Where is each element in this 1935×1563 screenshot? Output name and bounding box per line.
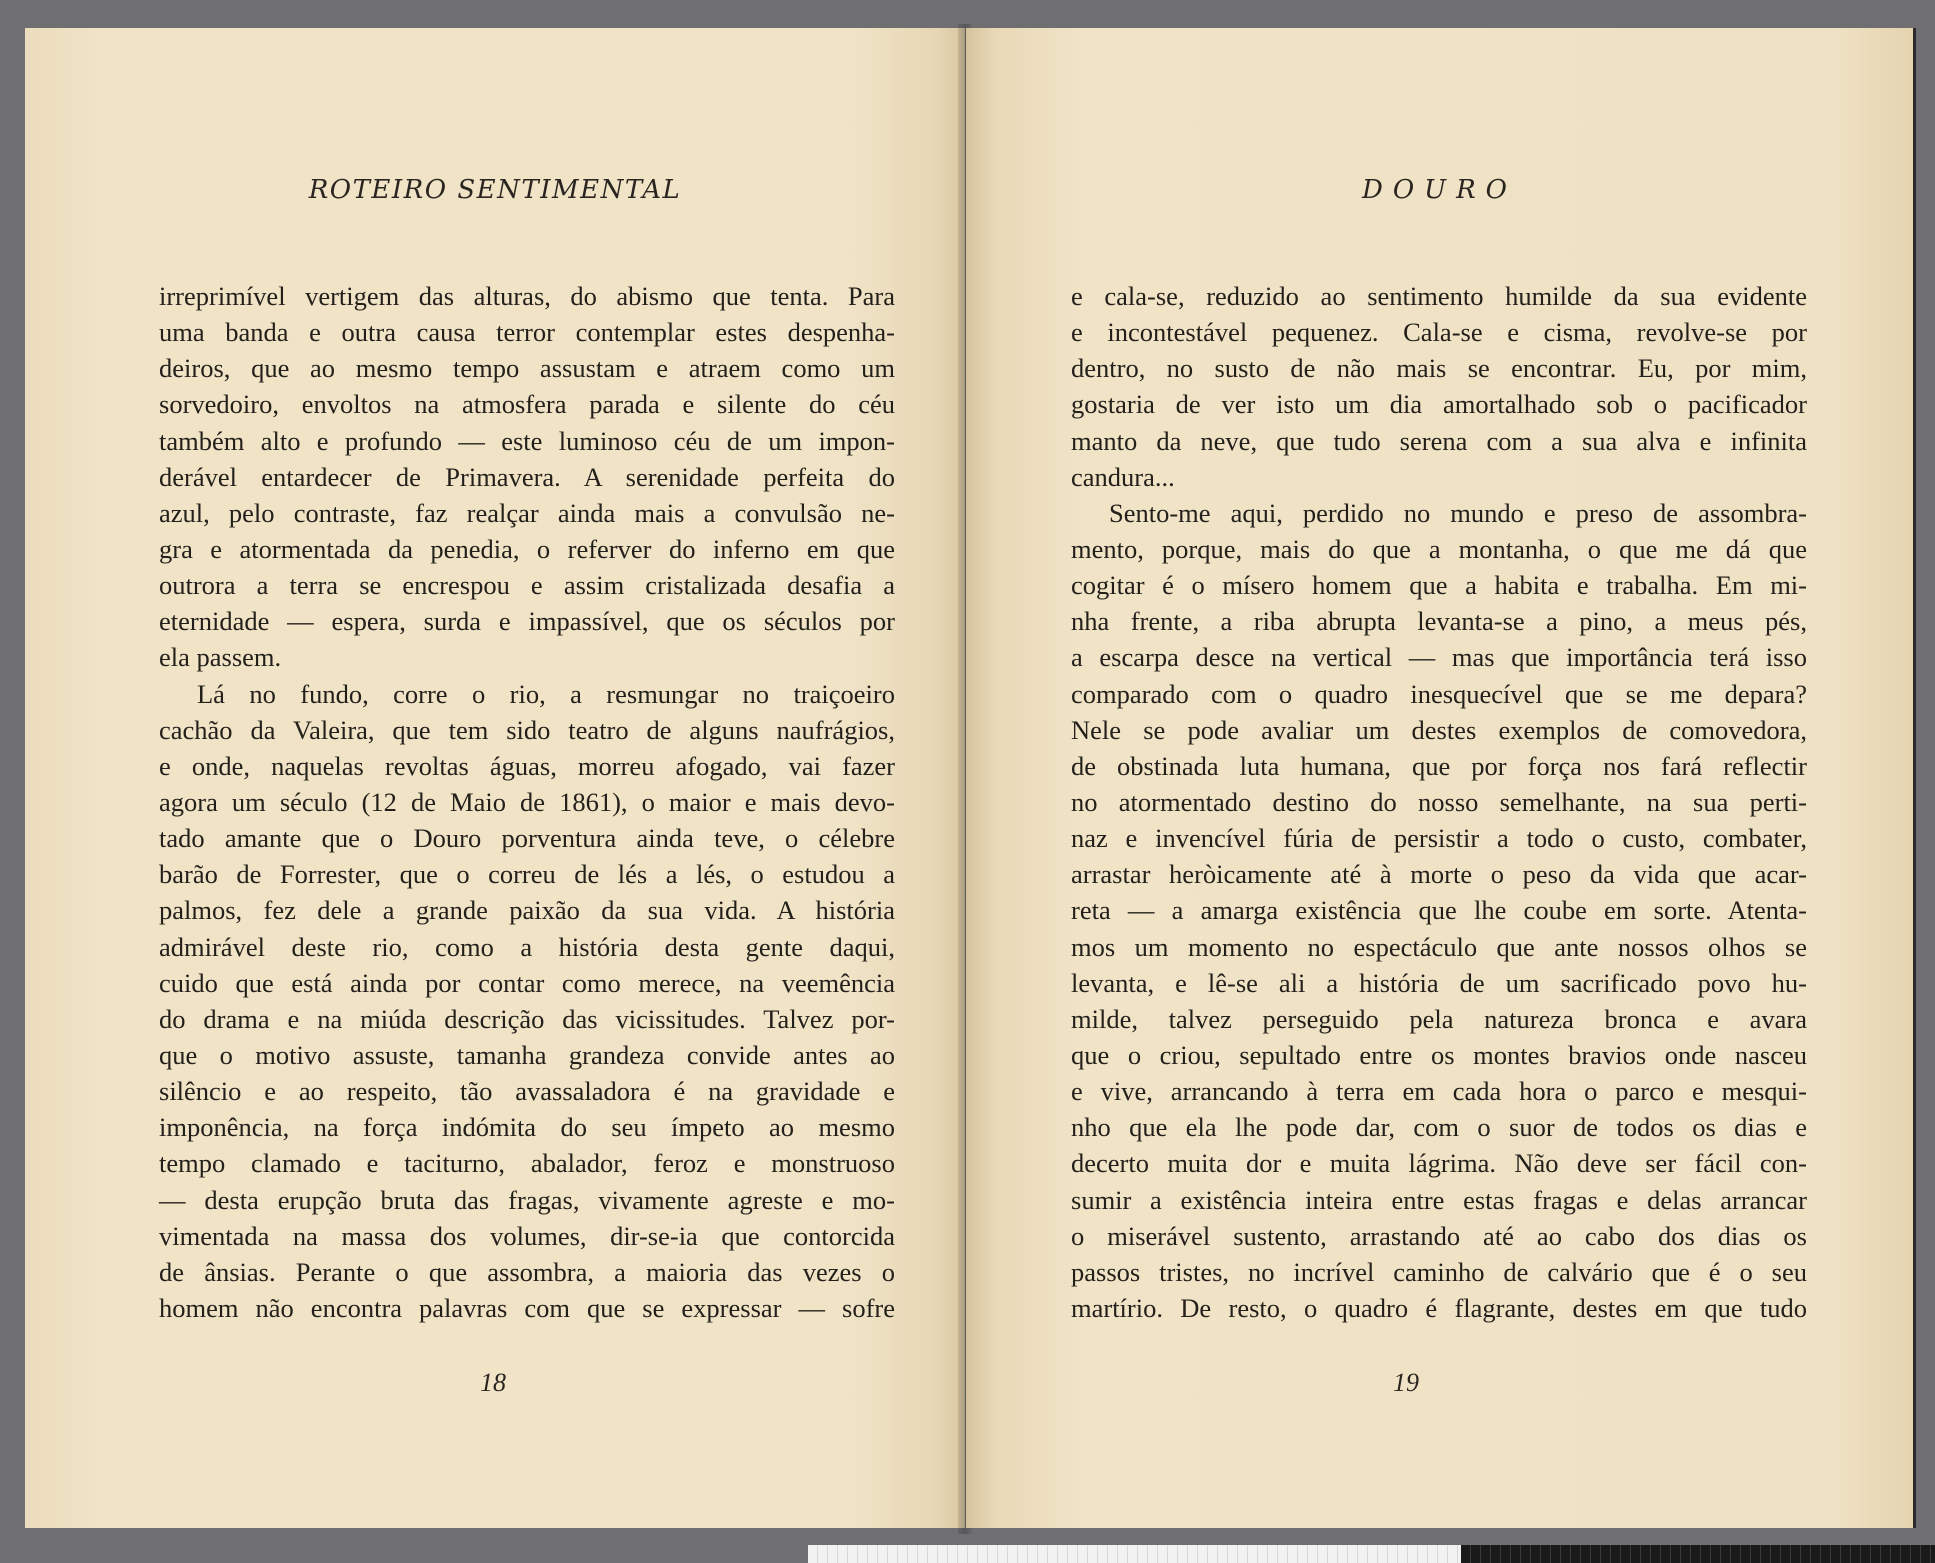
text-line: mos um momento no espectáculo que ante nossos olhos se: [1071, 931, 1807, 962]
text-line: sorvedoiro, envoltos na atmosfera parada e silente do céu: [159, 389, 895, 420]
text-line: ela passem.: [159, 642, 282, 673]
text-line: derável entardecer de Primavera. A serenidade perfeita do: [159, 461, 895, 492]
text-line: de obstinada luta humana, que por força nos fará reflectir: [1071, 750, 1807, 781]
text-line: Lá no fundo, corre o rio, a resmungar no traiçoeiro: [197, 678, 895, 709]
text-line: homem não encontra palavras com que se expressar — sofre: [159, 1292, 895, 1323]
running-header-right: DOURO: [1362, 175, 1517, 205]
text-line: Nele se pode avaliar um destes exemplos de comovedora,: [1071, 714, 1807, 745]
text-line: e onde, naquelas revoltas águas, morreu afogado, vai fazer: [159, 750, 895, 781]
text-line: martírio. De resto, o quadro é flagrante, destes em que tudo: [1071, 1292, 1807, 1323]
text-line: milde, talvez perseguido pela natureza bronca e avara: [1071, 1003, 1807, 1034]
text-line: e cala-se, reduzido ao sentimento humilde da sua evidente: [1071, 281, 1807, 311]
text-line: agora um século (12 de Maio de 1861), o maior e mais devo-: [159, 786, 895, 817]
text-line: o miserável sustento, arrastando até ao cabo dos dias os: [1071, 1220, 1807, 1251]
text-line: mento, porque, mais do que a montanha, o que me dá que: [1071, 533, 1807, 564]
text-line: e vive, arrancando à terra em cada hora o parco e mesqui-: [1071, 1076, 1807, 1107]
text-line: — desta erupção bruta das fragas, vivamente agreste e mo-: [159, 1184, 895, 1215]
text-line: de ânsias. Perante o que assombra, a maioria das vezes o: [159, 1256, 895, 1287]
text-line: Sento-me aqui, perdido no mundo e preso de assombra-: [1109, 497, 1807, 528]
text-line: imponência, na força indómita do seu ímpeto ao mesmo: [159, 1112, 895, 1143]
text-line: irreprimível vertigem das alturas, do abismo que tenta. Para: [159, 281, 895, 311]
text-line: manto da neve, que tudo serena com a sua alva e infinita: [1071, 425, 1807, 456]
text-line: que o criou, sepultado entre os montes bravios onde nasceu: [1071, 1039, 1807, 1070]
text-line: dentro, no susto de não mais se encontrar. Eu, por mim,: [1071, 353, 1807, 384]
text-line: silêncio e ao respeito, tão avassaladora é na gravidade e: [159, 1076, 895, 1107]
text-line: gostaria de ver isto um dia amortalhado sob o pacificador: [1071, 389, 1807, 420]
text-line: cuido que está ainda por contar como merece, na veemência: [159, 967, 895, 998]
text-line: cachão da Valeira, que tem sido teatro de alguns naufrágios,: [159, 714, 895, 745]
scan-scale-bar-dark-segment: [1461, 1545, 1935, 1563]
text-line: do drama e na miúda descrição das vicissitudes. Talvez por-: [159, 1003, 895, 1034]
scan-scale-bar: [808, 1545, 1935, 1563]
text-line: uma banda e outra causa terror contemplar estes despenha-: [159, 317, 895, 348]
text-line: arrastar heròicamente até à morte o peso da vida que acar-: [1071, 859, 1807, 890]
text-line: naz e invencível fúria de persistir a todo o custo, combater,: [1071, 823, 1807, 854]
text-line: reta — a amarga existência que lhe coube em sorte. Atenta-: [1071, 895, 1807, 926]
text-line: outrora a terra se encrespou e assim cristalizada desafia a: [159, 570, 895, 601]
page-number-left: 18: [480, 1368, 506, 1397]
body-text-left: [159, 278, 895, 1326]
text-line: eternidade — espera, surda e impassível, que os séculos por: [159, 606, 895, 637]
text-line: deiros, que ao mesmo tempo assustam e atraem como um: [159, 353, 895, 384]
text-line: comparado com o quadro inesquecível que se me depara?: [1071, 678, 1807, 709]
text-line: também alto e profundo — este luminoso céu de um impon-: [159, 425, 895, 456]
text-line: a escarpa desce na vertical — mas que importância terá isso: [1071, 642, 1807, 673]
text-line: admirável deste rio, como a história desta gente daqui,: [159, 931, 895, 962]
running-header-left: ROTEIRO SENTIMENTAL: [308, 175, 682, 205]
text-line: tado amante que o Douro porventura ainda teve, o célebre: [159, 823, 895, 854]
text-line: levanta, e lê-se ali a história de um sacrificado povo hu-: [1071, 967, 1807, 998]
text-line: que o motivo assuste, tamanha grandeza convide antes ao: [159, 1039, 895, 1070]
text-line: cogitar é o mísero homem que a habita e trabalha. Em mi-: [1071, 570, 1807, 601]
text-line: sumir a existência inteira entre estas fragas e delas arrancar: [1071, 1184, 1807, 1215]
text-line: azul, pelo contraste, faz realçar ainda mais a convulsão ne-: [159, 497, 895, 528]
page-number-right: 19: [1393, 1368, 1419, 1397]
text-line: palmos, fez dele a grande paixão da sua vida. A história: [159, 895, 895, 926]
right-page: [966, 28, 1916, 1528]
text-line: no atormentado destino do nosso semelhante, na sua perti-: [1071, 786, 1807, 817]
text-line: passos tristes, no incrível caminho de calvário que é o seu: [1071, 1256, 1807, 1287]
text-line: decerto muita dor e muita lágrima. Não deve ser fácil con-: [1071, 1148, 1807, 1179]
text-line: nho que ela lhe pode dar, com o suor de todos os dias e: [1071, 1112, 1807, 1143]
text-line: nha frente, a riba abrupta levanta-se a pino, a meus pés,: [1071, 606, 1807, 637]
body-text-right: [1071, 278, 1807, 1326]
text-line: gra e atormentada da penedia, o referver do inferno em que: [159, 533, 895, 564]
left-page: [25, 28, 965, 1528]
text-line: candura...: [1071, 461, 1175, 492]
text-line: tempo clamado e taciturno, abalador, feroz e monstruoso: [159, 1148, 895, 1179]
text-line: vimentada na massa dos volumes, dir-se-ia que contorcida: [159, 1220, 895, 1251]
text-line: barão de Forrester, que o correu de lés a lés, o estudou a: [159, 859, 895, 890]
text-line: e incontestável pequenez. Cala-se e cisma, revolve-se por: [1071, 317, 1807, 348]
